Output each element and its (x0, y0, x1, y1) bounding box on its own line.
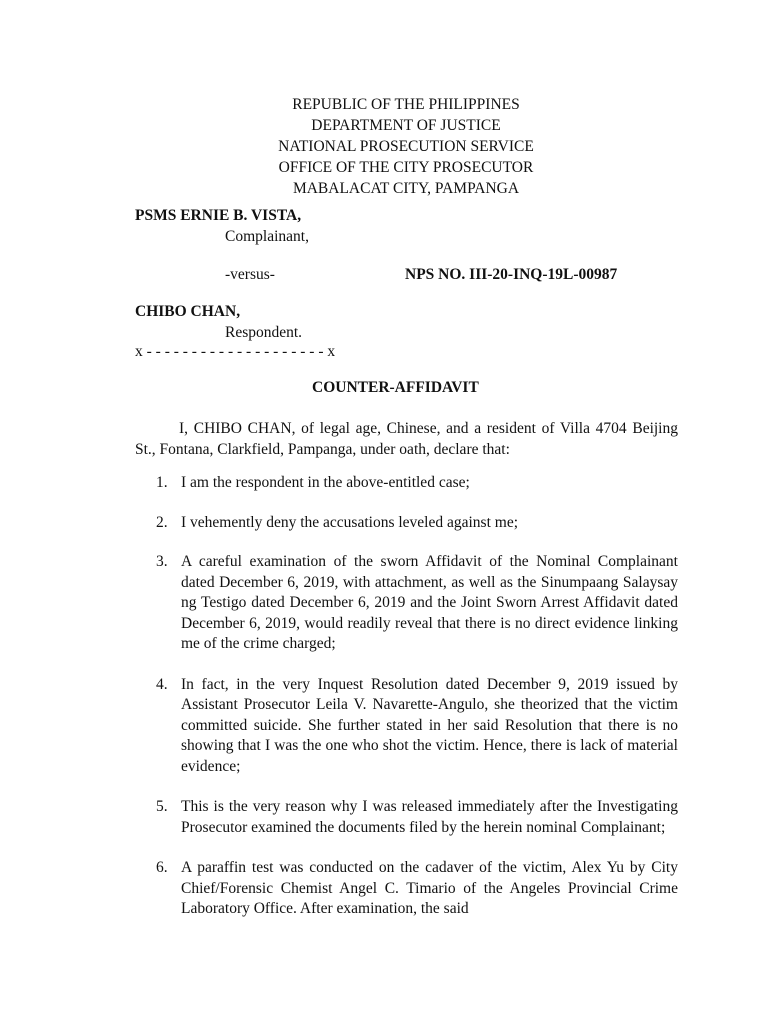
list-item (135, 552, 678, 655)
item-text: A careful examination of the sworn Affidavit of the Nominal Complainant dated December 6, 2019, with attachment, as well as the Sinumpaang Salaysay ng Testigo dated December 6, 2019 and the Joint Sworn Arrest Affidavit dated December 6, 2019, would readily reveal that there is no direct evidence linking me of the crime charged; (181, 553, 678, 652)
item-number: 6. (156, 859, 168, 876)
item-text: I am the respondent in the above-entitled case; (181, 474, 470, 491)
versus-label: -versus- (225, 266, 275, 283)
header-line-department: DEPARTMENT OF JUSTICE (311, 117, 501, 134)
item-text: This is the very reason why I was released immediately after the Investigating Prosecutor examined the documents filed by the herein nominal Complainant; (181, 798, 678, 836)
complainant-name: PSMS ERNIE B. VISTA, (135, 207, 302, 224)
item-text: I vehemently deny the accusations leveled against me; (181, 513, 519, 531)
item-text: In fact, in the very Inquest Resolution dated December 9, 2019 issued by Assistant Prosecutor Leila V. Navarette-Angulo, she theorized that the victim committed suicide. She further stated in her said Resolution that there is no showing that I was the one who shot the victim. Hence, there is lack of material evidence; (181, 675, 678, 775)
document-header (0, 94, 768, 199)
list-item (135, 513, 678, 534)
header-line-office: OFFICE OF THE CITY PROSECUTOR (278, 159, 534, 176)
header-line-republic: REPUBLIC OF THE PHILIPPINES (292, 96, 520, 113)
item-number: 5. (156, 798, 168, 815)
header-line-service: NATIONAL PROSECUTION SERVICE (278, 138, 534, 155)
respondent-name: CHIBO CHAN, (135, 303, 241, 320)
item-number: 3. (156, 553, 168, 570)
allegations-list (135, 473, 678, 940)
case-number: NPS NO. III-20-INQ-19L-00987 (405, 266, 618, 283)
list-item (135, 858, 678, 920)
list-item (135, 797, 678, 838)
list-item (135, 675, 678, 778)
item-number: 2. (156, 513, 168, 531)
intro-paragraph: I, CHIBO CHAN, of legal age, Chinese, and a resident of Villa 4704 Beijing St., Fontana, Clarkfield, Pampanga, under oath, declare that: (135, 420, 678, 458)
list-item (135, 473, 678, 494)
respondent-role: Respondent. (225, 324, 303, 341)
item-number: 4. (156, 675, 168, 693)
item-number: 1. (156, 474, 168, 491)
item-text: A paraffin test was conducted on the cadaver of the victim, Alex Yu by City Chief/Forensic Chemist Angel C. Timario of the Angeles Provincial Crime Laboratory Office. After examination, the said (181, 859, 678, 917)
header-line-city: MABALACAT CITY, PAMPANGA (292, 180, 520, 197)
caption-separator: x - - - - - - - - - - - - - - - - - - - - x (135, 343, 336, 360)
document-title: COUNTER-AFFIDAVIT (312, 379, 479, 396)
complainant-role: Complainant, (225, 228, 309, 245)
